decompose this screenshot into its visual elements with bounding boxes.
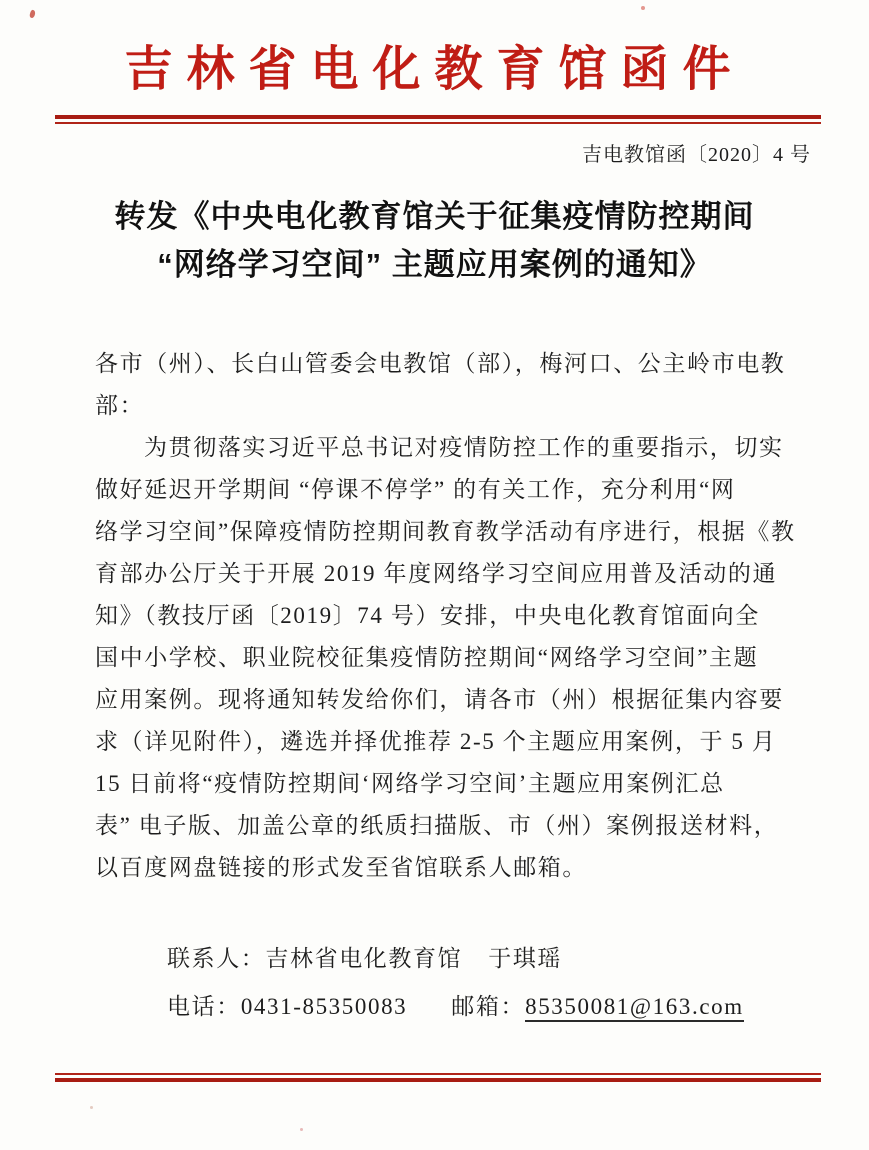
- scan-speck: [29, 9, 36, 18]
- body-line: 应用案例。现将通知转发给你们，请各市（州）根据征集内容要: [95, 687, 784, 712]
- document-title: [0, 193, 869, 289]
- body-line: 做好延迟开学期间 “停课不停学” 的有关工作，充分利用“网: [95, 477, 736, 502]
- rule-thin-stroke: [55, 122, 821, 124]
- contact-email-group: [451, 994, 743, 1019]
- contact-person-label: 联系人：: [167, 946, 266, 971]
- contact-block: [167, 935, 869, 1031]
- body-line: 为贯彻落实习近平总书记对疫情防控工作的重要指示，切实: [144, 435, 784, 460]
- contact-phone-value: 0431-85350083: [240, 994, 408, 1019]
- document-title-line-2: “网络学习空间” 主题应用案例的通知》: [157, 247, 712, 282]
- salutation-line: 各市（州）、长白山管委会电教馆（部），梅河口、公主岭市电教: [95, 351, 786, 376]
- contact-email-label: 邮箱：: [451, 994, 526, 1019]
- letterhead-double-rule: [55, 115, 821, 124]
- body-line: 国中小学校、职业院校征集疫情防控期间“网络学习空间”主题: [95, 645, 759, 670]
- contact-person-name: 于琪瑶: [488, 946, 563, 971]
- rule-thick-stroke: [55, 1078, 821, 1082]
- body-line: 知》（教技厅函〔2019〕74 号）安排，中央电化教育馆面向全: [95, 603, 760, 628]
- footer-double-rule: [55, 1073, 821, 1082]
- body-line: 以百度网盘链接的形式发至省馆联系人邮箱。: [95, 855, 587, 880]
- letter-body: [95, 343, 819, 889]
- contact-email-value: 85350081@163.com: [525, 994, 744, 1022]
- document-number: 吉电教馆函〔2020〕4 号: [582, 144, 811, 166]
- document-title-line-1: 转发《中央电化教育馆关于征集疫情防控期间: [114, 199, 755, 234]
- body-line: 育部办公厅关于开展 2019 年度网络学习空间应用普及活动的通: [95, 561, 778, 586]
- scan-speck: [90, 1106, 93, 1109]
- salutation-line: 部：: [95, 393, 145, 418]
- body-line: 15 日前将“疫情防控期间‘网络学习空间’主题应用案例汇总: [95, 771, 725, 796]
- body-line: 求（详见附件），遴选并择优推荐 2-5 个主题应用案例，于 5 月: [95, 729, 777, 754]
- body-line: 络学习空间”保障疫情防控期间教育教学活动有序进行，根据《教: [95, 519, 796, 544]
- letterhead-org-title: 吉林省电化教育馆函件: [124, 43, 745, 96]
- contact-person-org: 吉林省电化教育馆: [265, 946, 463, 971]
- body-line: 表” 电子版、加盖公章的纸质扫描版、市（州）案例报送材料，: [95, 813, 779, 838]
- scan-speck: [641, 6, 645, 10]
- contact-person-row: [167, 935, 869, 983]
- contact-phone-email-row: [167, 983, 869, 1031]
- scan-speck: [300, 1128, 303, 1131]
- contact-phone-label: 电话：: [167, 994, 241, 1019]
